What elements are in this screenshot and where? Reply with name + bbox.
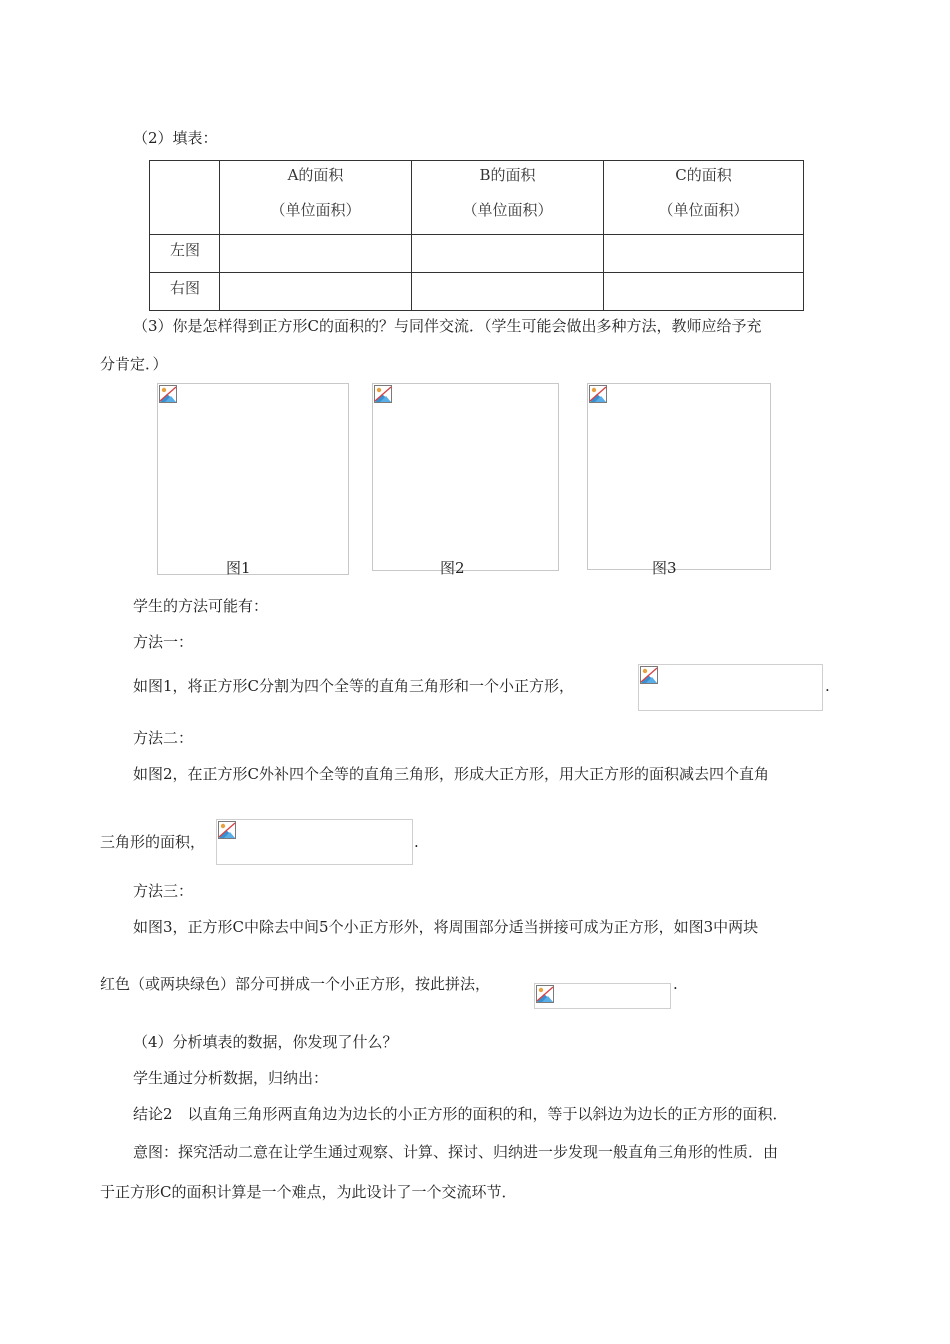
method-1-end: . — [825, 677, 830, 695]
figure-1-caption: 图1 — [226, 559, 251, 577]
section-4-summary: 学生通过分析数据，归纳出： — [133, 1069, 329, 1087]
method-2-end: . — [414, 833, 419, 851]
method-3-title: 方法三： — [133, 882, 194, 900]
table-cell — [412, 235, 604, 273]
broken-image-icon — [374, 385, 392, 403]
row-label-left: 左图 — [150, 235, 220, 273]
header-a-title: A的面积 — [287, 166, 344, 184]
table-header-b — [412, 161, 604, 235]
row-label-right: 右图 — [150, 273, 220, 311]
header-c-unit: （单位面积） — [658, 201, 749, 219]
table-cell — [412, 273, 604, 311]
method-2-formula-image — [216, 819, 413, 865]
section-4-question: （4）分析填表的数据，你发现了什么？ — [133, 1033, 398, 1051]
method-3-text1: 如图3，正方形C中除去中间5个小正方形外，将周围部分适当拼接可成为正方形，如图3中两块 — [133, 918, 759, 936]
broken-image-icon — [640, 666, 658, 684]
method-3-end: . — [673, 975, 678, 993]
header-c-title: C的面积 — [675, 166, 732, 184]
intent-line1: 意图：探究活动二意在让学生通过观察、计算、探讨、归纳进一步发现一般直角三角形的性质．由 — [133, 1143, 779, 1161]
method-1-text: 如图1，将正方形C分割为四个全等的直角三角形和一个小正方形， — [133, 677, 575, 695]
table-row — [150, 235, 804, 273]
intent-line2: 于正方形C的面积计算是一个难点，为此设计了一个交流环节． — [100, 1183, 517, 1201]
method-1-formula-image — [638, 664, 823, 711]
method-3-formula-image — [534, 983, 671, 1009]
table-cell — [220, 273, 412, 311]
broken-image-icon — [218, 821, 236, 839]
method-3-text2: 红色（或两块绿色）部分可拼成一个小正方形，按此拼法， — [100, 975, 491, 993]
header-b-unit: （单位面积） — [462, 201, 553, 219]
figure-3-caption: 图3 — [652, 559, 677, 577]
figure-3-placeholder — [587, 383, 771, 570]
method-2-text1: 如图2，在正方形C外补四个全等的直角三角形，形成大正方形，用大正方形的面积减去四个直角 — [133, 765, 770, 783]
table-cell — [220, 235, 412, 273]
table-cell — [604, 235, 804, 273]
conclusion-2: 结论2 以直角三角形两直角边为边长的小正方形的面积的和，等于以斜边为边长的正方形的面积． — [133, 1105, 788, 1123]
section-2-label: （2）填表： — [133, 129, 218, 147]
figure-2-placeholder — [372, 383, 559, 571]
area-table — [149, 160, 804, 311]
table-header-a — [220, 161, 412, 235]
methods-intro: 学生的方法可能有： — [133, 597, 269, 615]
broken-image-icon — [536, 985, 554, 1003]
table-cell — [604, 273, 804, 311]
broken-image-icon — [159, 385, 177, 403]
header-b-title: B的面积 — [479, 166, 536, 184]
table-row — [150, 273, 804, 311]
section-3-line1: （3）你是怎样得到正方形C的面积的？与同伴交流．（学生可能会做出多种方法，教师应给予充 — [133, 317, 762, 335]
table-header-c — [604, 161, 804, 235]
table-corner-cell — [150, 161, 220, 235]
broken-image-icon — [589, 385, 607, 403]
method-2-text2: 三角形的面积， — [100, 833, 206, 851]
figure-2-caption: 图2 — [440, 559, 465, 577]
method-1-title: 方法一： — [133, 633, 194, 651]
section-3-line2: 分肯定．） — [100, 355, 168, 373]
method-2-title: 方法二： — [133, 729, 194, 747]
figure-1-placeholder — [157, 383, 349, 575]
header-a-unit: （单位面积） — [270, 201, 361, 219]
